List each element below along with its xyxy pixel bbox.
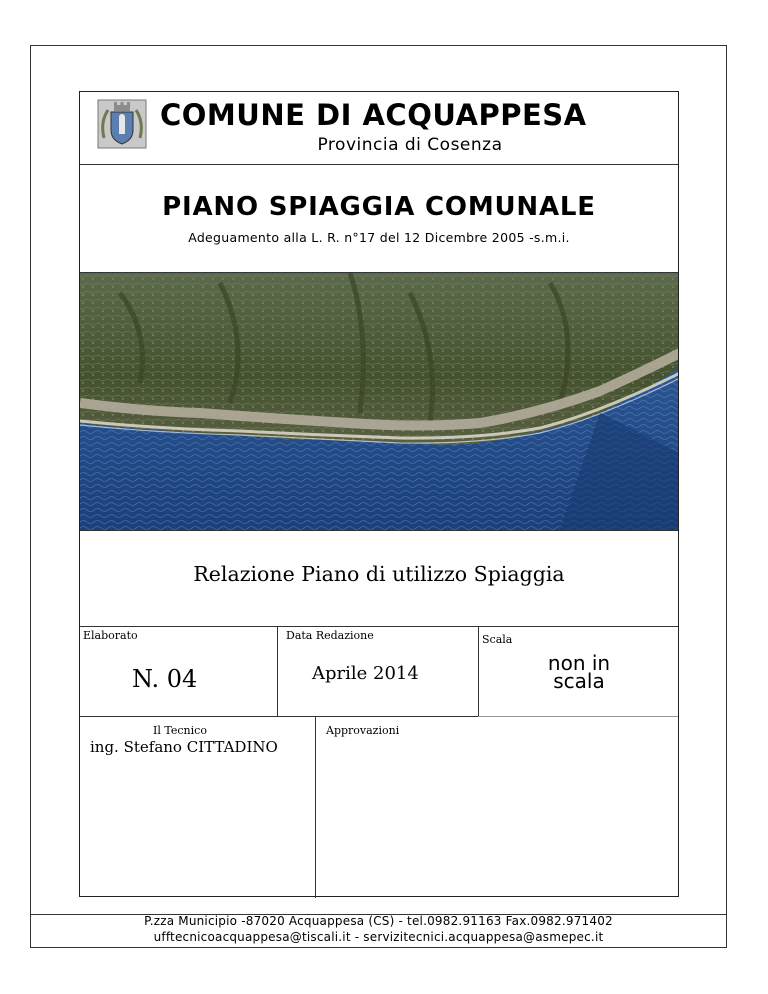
divider bbox=[277, 626, 278, 716]
comune-title: COMUNE DI ACQUAPPESA bbox=[160, 98, 587, 132]
approvazioni-label: Approvazioni bbox=[326, 724, 400, 737]
relazione-title: Relazione Piano di utilizzo Spiaggia bbox=[193, 562, 565, 586]
tecnico-name: ing. Stefano CITTADINO bbox=[90, 738, 278, 756]
divider bbox=[80, 716, 478, 717]
scala-value-line1: non in bbox=[547, 651, 611, 675]
document-subtitle: Adeguamento alla L. R. n°17 del 12 Dicembre 2005 -s.m.i. bbox=[188, 230, 570, 245]
document-main-title: PIANO SPIAGGIA COMUNALE bbox=[162, 192, 596, 222]
elaborato-label: Elaborato bbox=[83, 629, 138, 642]
elaborato-value: N. 04 bbox=[132, 665, 198, 693]
tecnico-label: Il Tecnico bbox=[153, 724, 207, 737]
footer-address: P.zza Municipio -87020 Acquappesa (CS) - tel.0982.91163 Fax.0982.971402 bbox=[144, 914, 613, 928]
divider bbox=[315, 716, 316, 898]
data-redazione-value: Aprile 2014 bbox=[312, 663, 419, 684]
divider bbox=[80, 626, 678, 627]
divider bbox=[478, 716, 678, 717]
divider bbox=[80, 530, 678, 531]
provincia-label: Provincia di Cosenza bbox=[317, 135, 503, 155]
scala-label: Scala bbox=[482, 633, 513, 646]
scala-value bbox=[478, 651, 680, 693]
footer-emails: ufftecnicoacquappesa@tiscali.it - servizitecnici.acquappesa@asmepec.it bbox=[153, 930, 604, 944]
document-frame bbox=[79, 91, 679, 897]
scala-value-line2: scala bbox=[553, 669, 605, 693]
aerial-coastline-image bbox=[80, 273, 678, 530]
data-redazione-label: Data Redazione bbox=[286, 629, 374, 642]
divider bbox=[80, 164, 678, 165]
municipal-crest-icon bbox=[96, 98, 148, 150]
